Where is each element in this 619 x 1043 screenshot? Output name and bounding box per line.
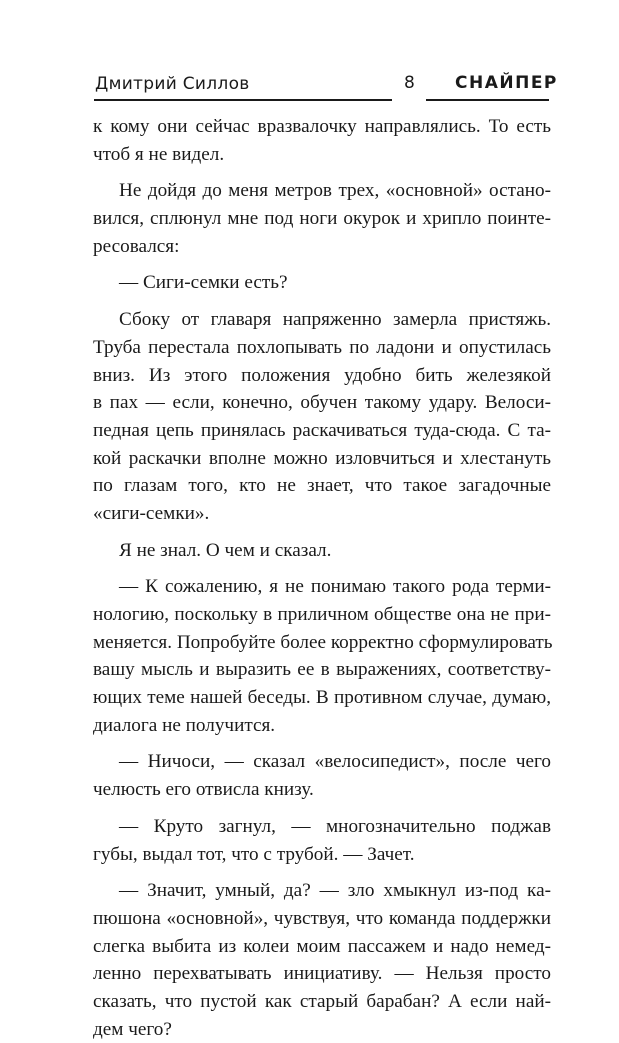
running-header-author: Дмитрий Силлов (95, 74, 250, 94)
text-line: меняется. Попробуйте более корректно сформулировать (93, 631, 553, 653)
page-number: 8 (404, 73, 415, 93)
text-line: челюсть его отвисла книзу. (93, 779, 314, 801)
text-line: ресовался: (93, 235, 180, 257)
text-line: губы, выдал тот, что с трубой. — Зачет. (93, 843, 415, 865)
text-line: вниз. Из этого положения удобно бить железякой (93, 364, 551, 386)
text-line: кой раскачки вполне можно изловчиться и хлестануть (93, 447, 551, 469)
header-rule-left (94, 99, 392, 101)
text-line: чтоб я не видел. (93, 143, 225, 165)
text-line: сказать, что пустой как старый барабан? А если най- (93, 990, 551, 1012)
text-line: дем чего? (93, 1018, 172, 1040)
text-line: Я не знал. О чем и сказал. (119, 539, 332, 561)
text-line: ющих теме нашей беседы. В противном случае, думаю, (93, 687, 551, 709)
running-header (0, 0, 619, 110)
text-line: — К сожалению, я не понимаю такого рода терми- (119, 576, 551, 598)
text-line: — Круто загнул, — многозначительно поджав (119, 815, 551, 837)
text-line: диалога не получится. (93, 714, 276, 736)
text-line: «сиги-семки». (93, 502, 210, 524)
text-line: в пах — если, конечно, обучен такому удару. Велоси- (93, 392, 551, 414)
page-body-text (93, 113, 551, 1043)
text-line: ленно перехватывать инициативу. — Нельзя просто (93, 963, 551, 985)
text-line: нологию, поскольку в приличном обществе она не при- (93, 604, 551, 625)
text-line: Сбоку от главаря напряженно замерла пристяжь. (119, 309, 551, 331)
text-line: педная цепь принялась раскачиваться туда-сюда. С та- (93, 419, 551, 441)
text-line: вился, сплюнул мне под ноги окурок и хрипло поинте- (93, 208, 551, 230)
text-line: слегка выбита из колеи моим пассажем и надо немед- (93, 935, 551, 957)
text-line: — Значит, умный, да? — зло хмыкнул из-под ка- (119, 880, 551, 902)
text-line: — Сиги-семки есть? (119, 272, 288, 294)
text-line: — Ничоси, — сказал «велосипедист», после чего (119, 751, 551, 773)
text-line: Не дойдя до меня метров трех, «основной» остано- (119, 180, 551, 202)
text-line: по глазам того, кто не знает, что такое загадочные (93, 475, 551, 497)
text-line: к кому они сейчас вразвалочку направлялись. То есть (93, 116, 551, 137)
text-line: пюшона «основной», чувствуя, что команда поддержки (93, 907, 551, 929)
header-rule-right (426, 99, 549, 101)
text-line: вашу мысль и выразить ее в выражениях, соответству- (93, 659, 551, 681)
text-line: Труба перестала похлопывать по ладони и опустилась (93, 336, 551, 358)
running-header-series-title: СНАЙПЕР (455, 73, 558, 93)
